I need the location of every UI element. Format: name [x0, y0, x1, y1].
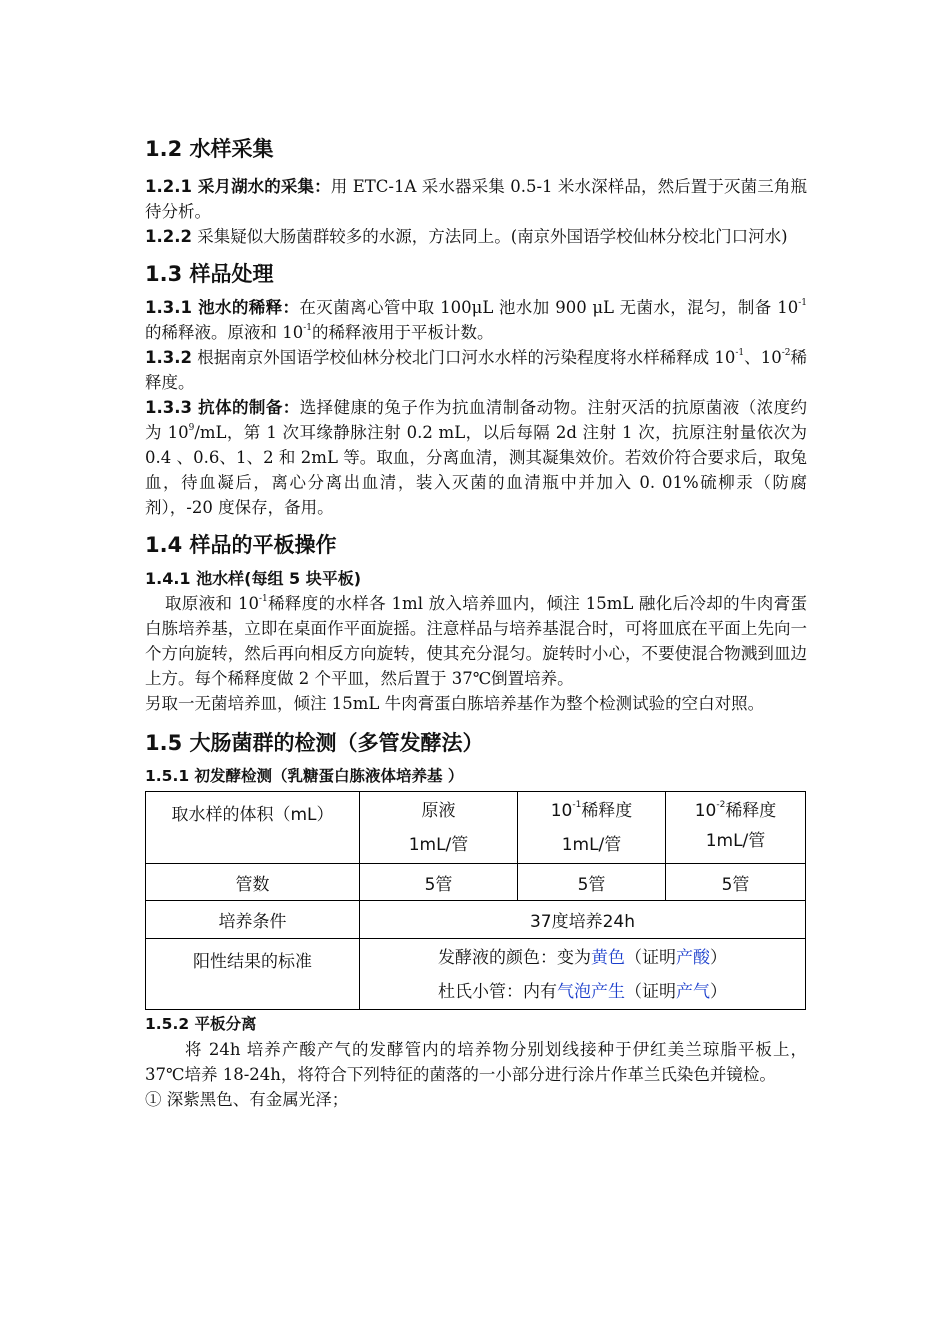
table-row-tubes [146, 864, 806, 901]
section-1-5-title: 1.5 大肠菌群的检测（多管发酵法） [145, 731, 484, 755]
text-1-3-1-a: 在灭菌离心管中取 100μL 池水加 900 μL 无菌水，混匀，制备 10 [299, 298, 799, 317]
criteria-gas-e: ） [710, 982, 727, 1002]
text-1-3-1-b: 的稀释液。原液和 10 [145, 323, 304, 342]
text-1-2-2: 采集疑似大肠菌群较多的水源，方法同上。(南京外国语学校仙林分校北门口河水) [191, 227, 788, 246]
criteria-color-b: 黄色 [591, 948, 625, 968]
header-dilution-2-sup: -2 [716, 800, 726, 811]
text-1-3-3-b: /mL，第 1 次耳缘静脉注射 0.2 mL，以后每隔 2d 注射 1 次，抗原注射量依次为 0.4 、0.6、1、2 和 2mL 等。取血，分离血清，测其凝集效价。若效价符合要求后，取兔血，待血凝后，离心分离出血清，装入灭菌的血清瓶中并加入 0. 01%硫柳汞（防腐剂），-20 度保存，备用。 [145, 423, 807, 517]
label-1-3-3: 1.3.3 抗体的制备： [145, 398, 300, 417]
text-1-3-1-c: 的稀释液用于平板计数。 [312, 323, 494, 342]
header-dilution-2-l2: 1mL/管 [705, 831, 766, 851]
label-1-2-1: 1.2.1 采月湖水的采集： [145, 177, 331, 196]
paragraph-1-2-2 [145, 224, 807, 249]
criteria-gas-b: 气泡产生 [557, 982, 625, 1002]
table-header-row [146, 792, 806, 864]
text-1-3-2-a: 根据南京外国语学校仙林分校北门口河水水样的污染程度将水样稀释成 10 [191, 348, 736, 367]
criteria-gas-c: （证明 [625, 982, 676, 1002]
header-original [360, 792, 518, 864]
sup-1-4-1: -1 [258, 593, 268, 604]
label-1-2-2: 1.2.2 [145, 227, 192, 246]
header-dilution-2-l1 [666, 796, 805, 826]
row-tubes-value-2: 5管 [518, 864, 666, 901]
text-1-2-1: 用 ETC-1A 采水器采集 0.5-1 米水深样品，然后置于灭菌三角瓶待分析。 [145, 177, 807, 221]
row-tubes-label: 管数 [146, 864, 360, 901]
label-1-3-1: 1.3.1 池水的稀释： [145, 298, 300, 317]
table-row-criteria [146, 939, 806, 1010]
text-1-3-3-a: 选择健康的兔子作为抗血清制备动物。注射灭活的抗原菌液（浓度约为 10 [145, 398, 808, 442]
sup-1-3-1-b: -1 [303, 322, 313, 333]
fermentation-table [145, 791, 806, 1010]
criteria-color-a: 发酵液的颜色：变为 [438, 948, 591, 968]
document-page [145, 130, 807, 1112]
header-dilution-1-l1 [518, 794, 665, 828]
paragraph-1-3-1 [145, 295, 807, 345]
row-criteria-value [360, 939, 806, 1010]
row-criteria-label: 阳性结果的标准 [146, 939, 360, 1010]
text-1-4-1-a: 取原液和 10 [165, 594, 259, 613]
sup-1-3-3: 9 [188, 422, 195, 433]
header-dilution-2 [666, 792, 806, 864]
sup-1-3-2-a: -1 [735, 347, 745, 358]
criteria-gas-a: 杜氏小管：内有 [438, 982, 557, 1002]
criteria-color-d: 产酸 [676, 948, 710, 968]
row-tubes-value-1: 5管 [360, 864, 518, 901]
paragraph-1-4-1 [145, 591, 807, 691]
paragraph-1-2-1 [145, 174, 807, 224]
paragraph-1-4-2: 另取一无菌培养皿，倾注 15mL 牛肉膏蛋白胨培养基作为整个检测试验的空白对照。 [145, 694, 765, 713]
header-original-l1: 原液 [421, 801, 456, 821]
header-original-l2: 1mL/管 [408, 835, 469, 855]
row-conditions-label: 培养条件 [146, 901, 360, 939]
header-dilution-2-pre: 10 [694, 801, 717, 821]
header-dilution-1-text: 稀释度 [581, 801, 633, 821]
header-dilution-2-text: 稀释度 [725, 801, 777, 821]
section-1-4-title: 1.4 样品的平板操作 [145, 533, 337, 557]
header-volume-label: 取水样的体积（mL） [171, 805, 334, 825]
paragraph-1-5-2-item-1: ① 深紫黑色、有金属光泽； [145, 1090, 349, 1109]
label-1-3-2: 1.3.2 [145, 348, 192, 367]
criteria-color-c: （证明 [625, 948, 676, 968]
table-row-conditions [146, 901, 806, 939]
text-1-3-2-b: 、10 [744, 348, 782, 367]
criteria-line-gas [360, 975, 805, 1009]
row-tubes-value-3: 5管 [666, 864, 806, 901]
section-1-3-title: 1.3 样品处理 [145, 262, 274, 286]
text-1-4-1-b: 稀释度的水样各 1ml 放入培养皿内，倾注 15mL 融化后冷却的牛肉膏蛋白胨培养基，立即在桌面作平面旋摇。注意样品与培养基混合时，可将皿底在平面上先向一个方向旋转，然后再向相反方向旋转，使其充分混匀。旋转时小心，不要使混合物溅到皿边上方。每个稀释度做 2 个平皿，然后置于 37℃倒置培养。 [145, 594, 807, 688]
header-dilution-1-sup: -1 [572, 800, 582, 811]
criteria-color-e: ） [710, 948, 727, 968]
header-dilution-1 [518, 792, 666, 864]
row-conditions-value: 37度培养24h [360, 901, 806, 939]
paragraph-1-3-2 [145, 345, 807, 395]
subsection-1-5-2-title: 1.5.2 平板分离 [145, 1015, 257, 1033]
header-dilution-1-pre: 10 [550, 801, 573, 821]
header-volume [146, 792, 360, 864]
paragraph-1-3-3 [145, 395, 807, 520]
section-1-2-title: 1.2 水样采集 [145, 137, 274, 161]
text-1-3-2-c: 稀释度。 [145, 348, 807, 392]
sup-1-3-2-b: -2 [781, 347, 791, 358]
subsection-1-5-1-title: 1.5.1 初发酵检测（乳糖蛋白胨液体培养基 ） [145, 767, 464, 785]
criteria-gas-d: 产气 [676, 982, 710, 1002]
header-dilution-1-l2: 1mL/管 [561, 835, 622, 855]
sup-1-3-1-a: -1 [798, 297, 807, 308]
paragraph-1-5-2: 将 24h 培养产酸产气的发酵管内的培养物分别划线接种于伊红美兰琼脂平板上，37℃培养 18-24h，将符合下列特征的菌落的一小部分进行涂片作革兰氏染色并镜检。 [145, 1040, 807, 1084]
subsection-1-4-1-title: 1.4.1 池水样(每组 5 块平板) [145, 569, 362, 588]
criteria-line-color [360, 941, 805, 975]
